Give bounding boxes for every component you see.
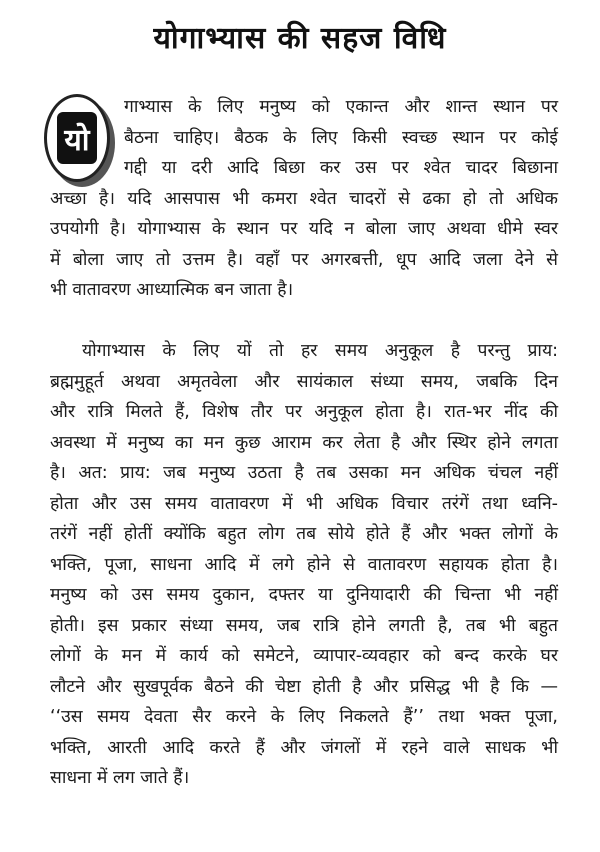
drop-cap-letter: यो (57, 112, 97, 164)
paragraph-line: अवस्था में मनुष्य का मन कुछ आराम कर लेता है और स्थिर होने लगता (50, 432, 558, 453)
paragraph-line: अच्छा है। यदि आसपास भी कमरा श्वेत चादरों से ढका हो तो अधिक (50, 188, 558, 209)
paragraph-line: है। अत: प्राय: जब मनुष्य उठता है तब उसका मन अधिक चंचल नहीं (50, 463, 558, 483)
paragraph-line: होती। इस प्रकार संध्या समय, जब रात्रि होने लगती है, तब भी बहुत (50, 615, 558, 636)
paragraph-line: लोगों के मन में कार्य को समेटने, व्यापार-व्यवहार को बन्द करके घर (50, 646, 558, 666)
paragraph-line: ‘‘उस समय देवता सैर करने के लिए निकलते हैं’’ तथा भक्त पूजा, (50, 707, 558, 727)
paragraph-line: लौटने और सुखपूर्वक बैठने की चेष्टा होती है और प्रसिद्ध भी है कि — (50, 676, 558, 697)
paragraph-1 (50, 92, 558, 306)
paragraph-line: योगाभ्यास के लिए यों तो हर समय अनुकूल है परन्तु प्राय: (82, 341, 558, 361)
paragraph-line: भक्ति, पूजा, साधना आदि में लगे होने से वातावरण सहायक होता है। (50, 554, 558, 575)
paragraph-line: साधना में लग जाते हैं। (50, 768, 190, 788)
paragraph-line: उपयोगी है। योगाभ्यास के स्थान पर यदि न बोला जाए अथवा धीमे स्वर (50, 219, 558, 239)
paragraph-line: गाभ्यास के लिए मनुष्य को एकान्त और शान्त स्थान पर (124, 97, 558, 117)
paragraph-line: भक्ति, आरती आदि करते हैं और जंगलों में रहने वाले साधक भी (50, 737, 558, 758)
paragraph-line: बैठना चाहिए। बैठक के लिए किसी स्वच्छ स्थान पर कोई (124, 127, 558, 148)
paragraph-line: और रात्रि मिलते हैं, विशेष तौर पर अनुकूल होता है। रात-भर नींद की (50, 402, 558, 422)
paragraph-line: मनुष्य को उस समय दुकान, दफ्तर या दुनियादारी की चिन्ता भी नहीं (50, 585, 558, 605)
paragraph-line: ब्रह्ममुहूर्त अथवा अमृतवेला और सायंकाल संध्या समय, जबकि दिन (50, 371, 558, 392)
page-title: योगाभ्यास की सहज विधि (153, 21, 447, 56)
paragraph-line: भी वातावरण आध्यात्मिक बन जाता है। (50, 280, 294, 300)
paragraph-2 (50, 336, 558, 794)
paragraph-line: तरंगें नहीं होतीं क्योंकि बहुत लोग तब सोये होते हैं और भक्त लोगों के (50, 524, 558, 544)
paragraph-line: में बोला जाए तो उत्तम है। वहाँ पर अगरबत्ती, धूप आदि जला देने से (50, 249, 558, 270)
paragraph-line: होता और उस समय वातावरण में भी अधिक विचार तरंगें तथा ध्वनि- (50, 493, 558, 514)
paragraph-line: गद्दी या दरी आदि बिछा कर उस पर श्वेत चादर बिछाना (124, 158, 558, 178)
